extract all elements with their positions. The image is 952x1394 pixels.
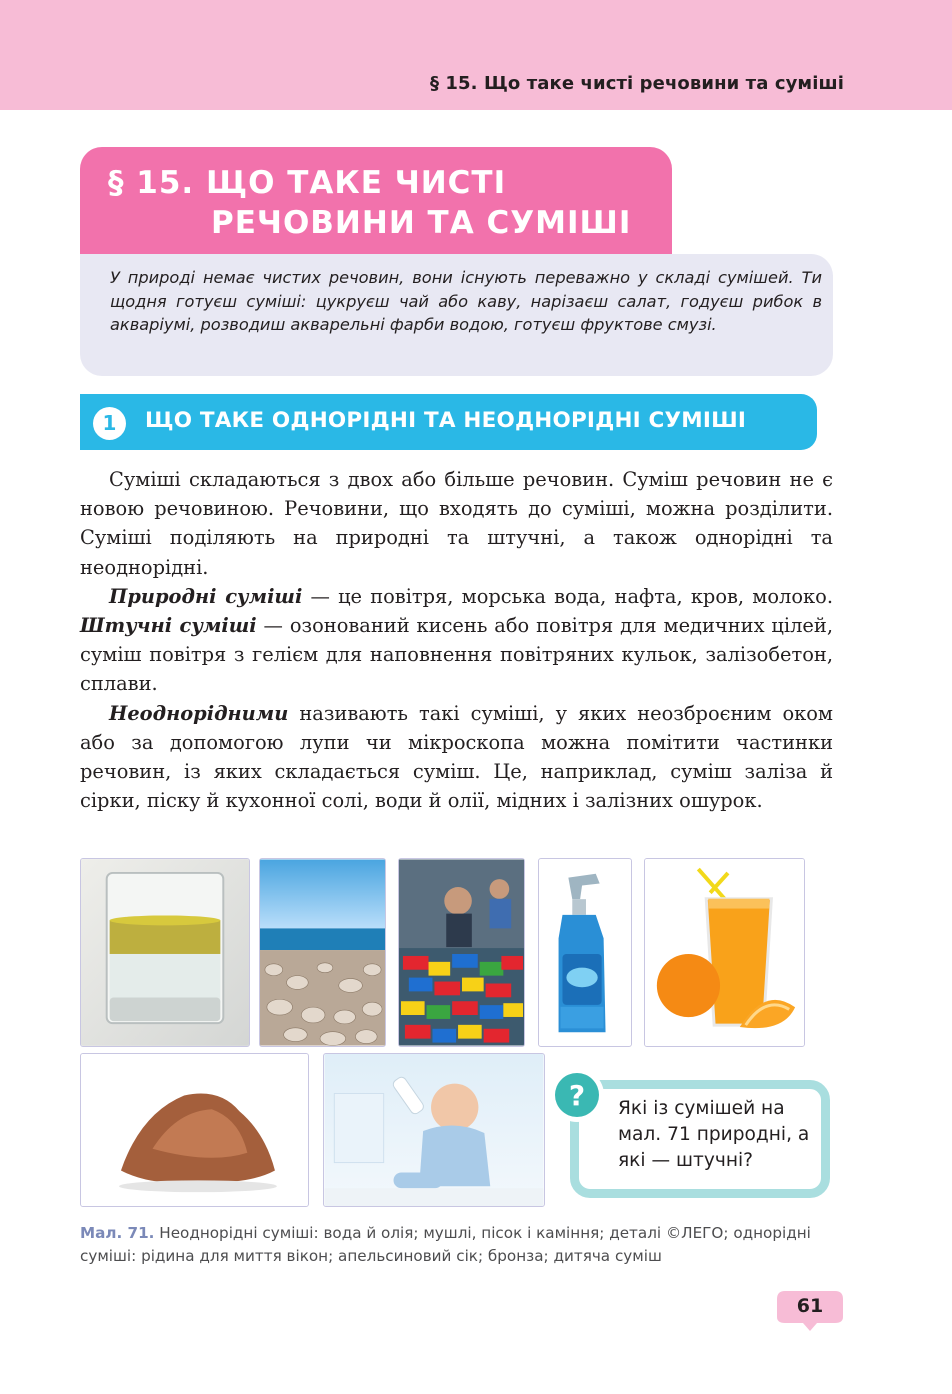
body-paragraph-3: Неоднорідними називають такі суміші, у яких неозброєним оком або за допомогою лупи чи мікроскопа можна помітити частинки речовин, із яких складається суміш. Це, наприклад, суміш заліза й сірки, піску й кухонної солі, води й олії, мідних і залізних ошурок. [80,701,833,813]
question-text: Які із сумішей на мал. 71 природні, а які — штучні? [618,1098,810,1171]
photo-construction-blocks [398,858,525,1047]
term-artificial-mixtures: Штучні суміші [80,614,257,638]
term-heterogeneous: Неоднорідними [109,701,289,725]
running-title: § 15. Що таке чисті речовини та суміші [429,73,844,94]
page-number: 61 [796,1295,824,1317]
photo-glass-cleaner [538,858,632,1047]
question-mark-icon [550,1068,604,1122]
svg-text:?: ? [568,1079,586,1112]
photo-bronze [80,1053,309,1207]
figure-caption [80,1222,840,1268]
photo-baby-formula [323,1053,545,1207]
section-title: ЩО ТАКЕ ОДНОРІДНІ ТА НЕОДНОРІДНІ СУМІШІ [145,408,747,433]
photo-orange-juice [644,858,805,1047]
term-natural-mixtures: Природні суміші [109,584,303,608]
body-paragraph-1: Суміші складаються з двох або більше речовин. Суміш речовин не є новою речовиною. Речовини, що входять до суміші, можна розділити. Суміші поділяють на природні та штучні, а також однорідні та неоднорідні. [80,468,833,579]
paragraph-title-line2: РЕЧОВИНИ ТА СУМІШІ [211,205,632,241]
body-text [80,465,833,815]
caption-label: Мал. 71. [80,1224,155,1242]
photo-water-oil [80,858,250,1047]
photo-shells-sand [259,858,386,1047]
paragraph-title-line1: § 15. ЩО ТАКЕ ЧИСТІ [108,165,507,201]
title-box [80,147,672,259]
caption-text: Неоднорідні суміші: вода й олія; мушлі, пісок і каміння; деталі ©ЛЕГО; однорідні суміші: рідина для миття вікон; апельсиновий сік; бронза; дитяча суміш [80,1224,811,1265]
intro-text: У природі немає чистих речовин, вони існують переважно у складі сумішей. Ти щодня готуєш суміші: цукруєш чай або каву, нарізаєш салат, годуєш рибок в акваріумі, розводиш акварельні фарби водою, готуєш фруктове смузі. [110,268,822,335]
body-paragraph-2: Природні суміші — це повітря, морська вода, нафта, кров, молоко. Штучні суміші — озонований кисень або повітря для медичних цілей, суміш повітря з гелієм для наповнення повітряних кульок, залізобетон, сплави. [80,584,833,696]
section-number: 1 [93,407,126,440]
